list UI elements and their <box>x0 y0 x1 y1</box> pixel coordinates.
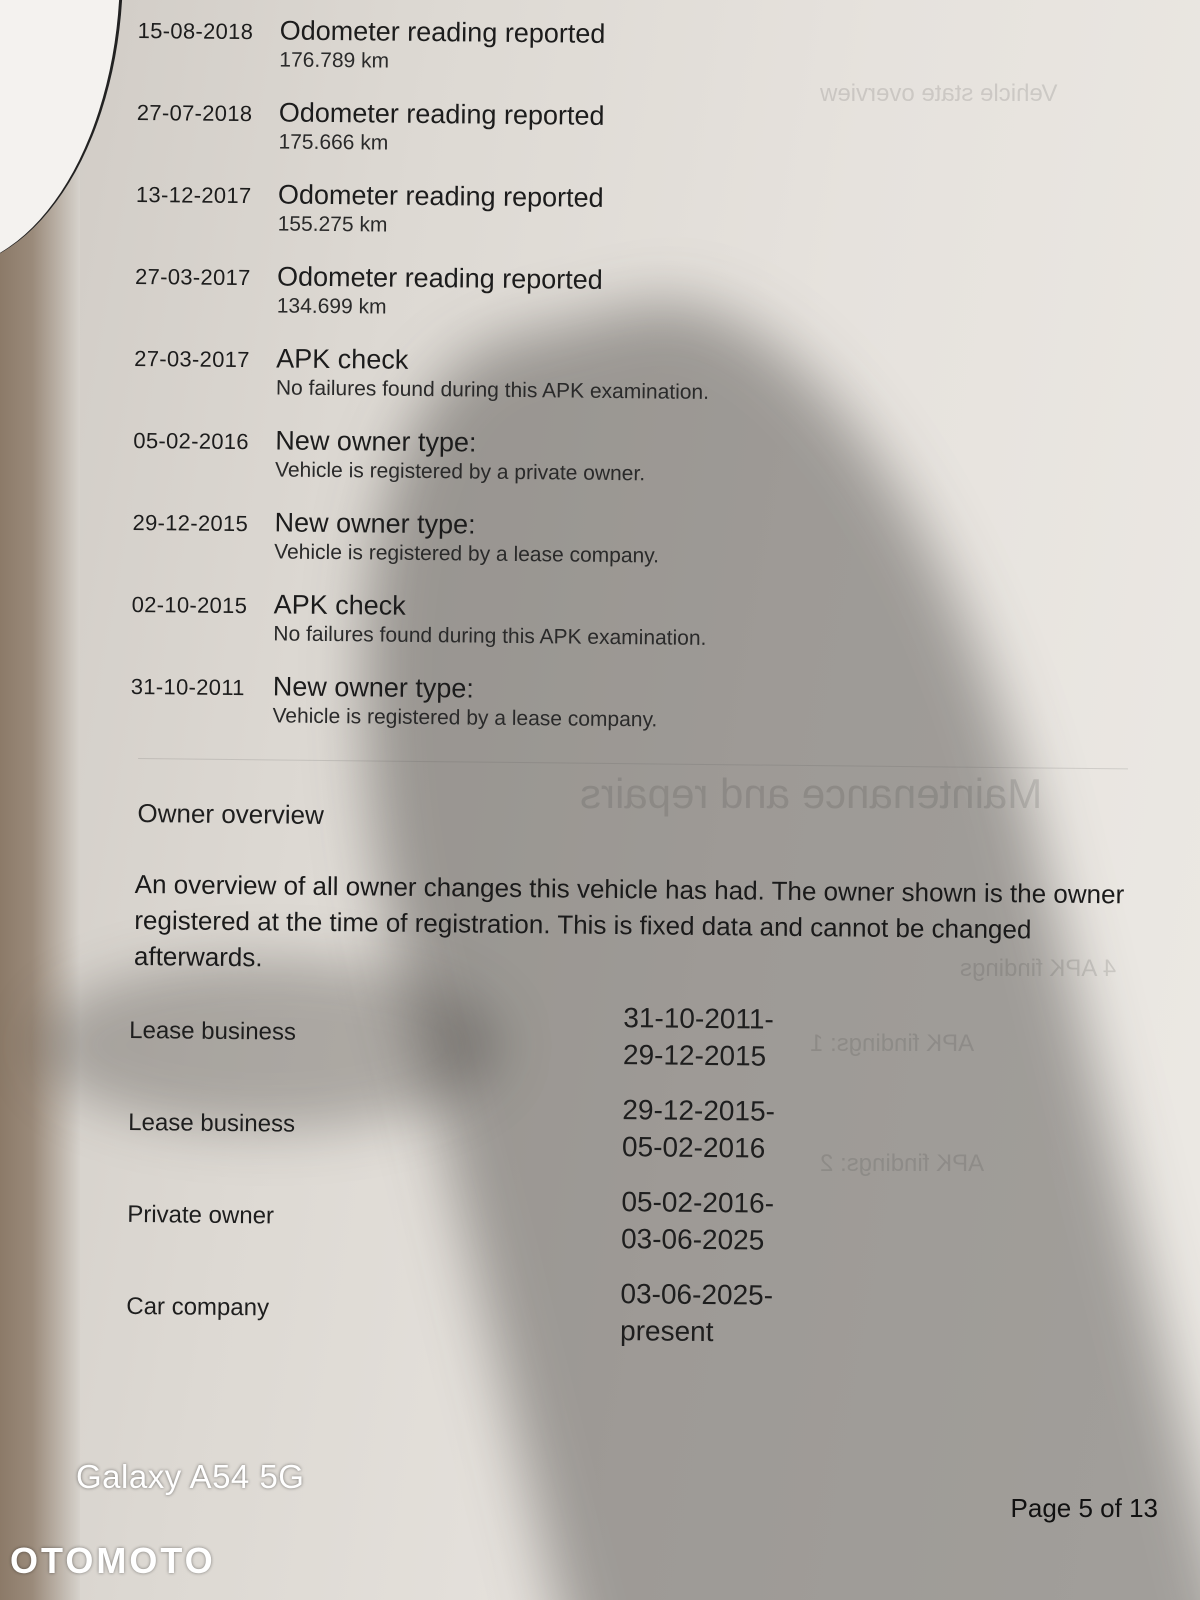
owner-period <box>623 999 804 1075</box>
event-detail: Vehicle is registered by a lease company. <box>272 704 658 732</box>
bleed-through-text: Vehicle state overview <box>820 80 1058 107</box>
history-event <box>136 96 897 186</box>
owner-period-end: 29-12-2015 <box>622 1039 767 1072</box>
owner-period-end: 03-06-2025 <box>620 1223 765 1256</box>
owner-overview-heading: Owner overview <box>137 798 325 830</box>
owner-row <box>126 1261 827 1360</box>
event-detail: 155.275 km <box>277 212 388 237</box>
bleed-through-text: APK findings: 2 <box>820 1150 985 1177</box>
owner-type: Lease business <box>128 1108 296 1138</box>
event-date: 27-07-2018 <box>136 99 253 127</box>
brand-watermark: OTOMOTO <box>10 1540 216 1581</box>
owner-row <box>127 1169 828 1268</box>
event-detail: 175.666 km <box>278 130 389 155</box>
owner-row <box>129 985 830 1084</box>
bleed-through-text: APK findings: 1 <box>810 1030 975 1057</box>
owner-period-end: present <box>619 1315 714 1348</box>
owner-period <box>621 1183 802 1259</box>
bleed-through-text: Maintenance and repairs <box>580 770 1043 817</box>
event-detail: Vehicle is registered by a lease company. <box>274 540 660 568</box>
history-event-list <box>130 14 898 760</box>
event-date: 27-03-2017 <box>134 345 250 373</box>
owner-period-start: 29-12-2015- <box>622 1094 776 1127</box>
history-event <box>135 178 896 268</box>
history-event <box>130 670 891 760</box>
event-detail: No failures found during this APK examination. <box>275 376 710 404</box>
event-title: Odometer reading reported <box>277 179 604 213</box>
owner-row <box>128 1077 829 1176</box>
event-detail: 134.699 km <box>276 294 387 319</box>
event-date: 31-10-2011 <box>130 673 245 701</box>
event-title: Odometer reading reported <box>278 97 605 131</box>
event-date: 02-10-2015 <box>131 591 248 619</box>
bleed-through-text: 4 APK findings <box>960 955 1117 982</box>
event-date: 27-03-2017 <box>134 263 251 291</box>
history-event <box>131 588 892 678</box>
section-divider <box>138 758 1128 769</box>
history-event <box>133 424 894 514</box>
event-detail: No failures found during this APK examination. <box>273 622 707 650</box>
owner-overview-description: An overview of all owner changes this vehicle has had. The owner shown is the owner registered at the time of registration. This is fixed data and cannot be changed afterwards. <box>133 868 1125 973</box>
owner-type: Private owner <box>127 1200 275 1230</box>
event-date: 05-02-2016 <box>133 427 250 455</box>
page-number: Page 5 of 13 <box>1010 1493 1158 1523</box>
history-event <box>137 14 898 104</box>
owner-period-start: 31-10-2011- <box>623 1002 775 1035</box>
owner-history-table <box>126 985 830 1360</box>
camera-watermark: Galaxy A54 5G <box>76 1458 305 1495</box>
event-title: New owner type: <box>275 425 477 458</box>
owner-period-end: 05-02-2016 <box>621 1131 766 1164</box>
event-date: 15-08-2018 <box>137 17 254 45</box>
event-title: APK check <box>276 343 409 375</box>
owner-period-start: 03-06-2025- <box>620 1278 774 1311</box>
event-date: 29-12-2015 <box>132 509 249 537</box>
history-event <box>132 506 893 596</box>
event-title: APK check <box>273 589 406 621</box>
event-detail: Vehicle is registered by a private owner. <box>274 458 646 486</box>
event-title: Odometer reading reported <box>276 261 603 295</box>
owner-period-start: 05-02-2016- <box>621 1186 775 1219</box>
owner-period <box>620 1275 801 1351</box>
history-event <box>134 342 895 432</box>
event-detail: 176.789 km <box>279 48 390 73</box>
event-date: 13-12-2017 <box>135 181 252 209</box>
event-title: New owner type: <box>272 671 475 704</box>
owner-type: Car company <box>126 1292 270 1322</box>
event-title: Odometer reading reported <box>279 15 606 49</box>
owner-type: Lease business <box>129 1016 297 1046</box>
event-title: New owner type: <box>274 507 476 540</box>
history-event <box>134 260 895 350</box>
owner-period <box>622 1091 803 1167</box>
